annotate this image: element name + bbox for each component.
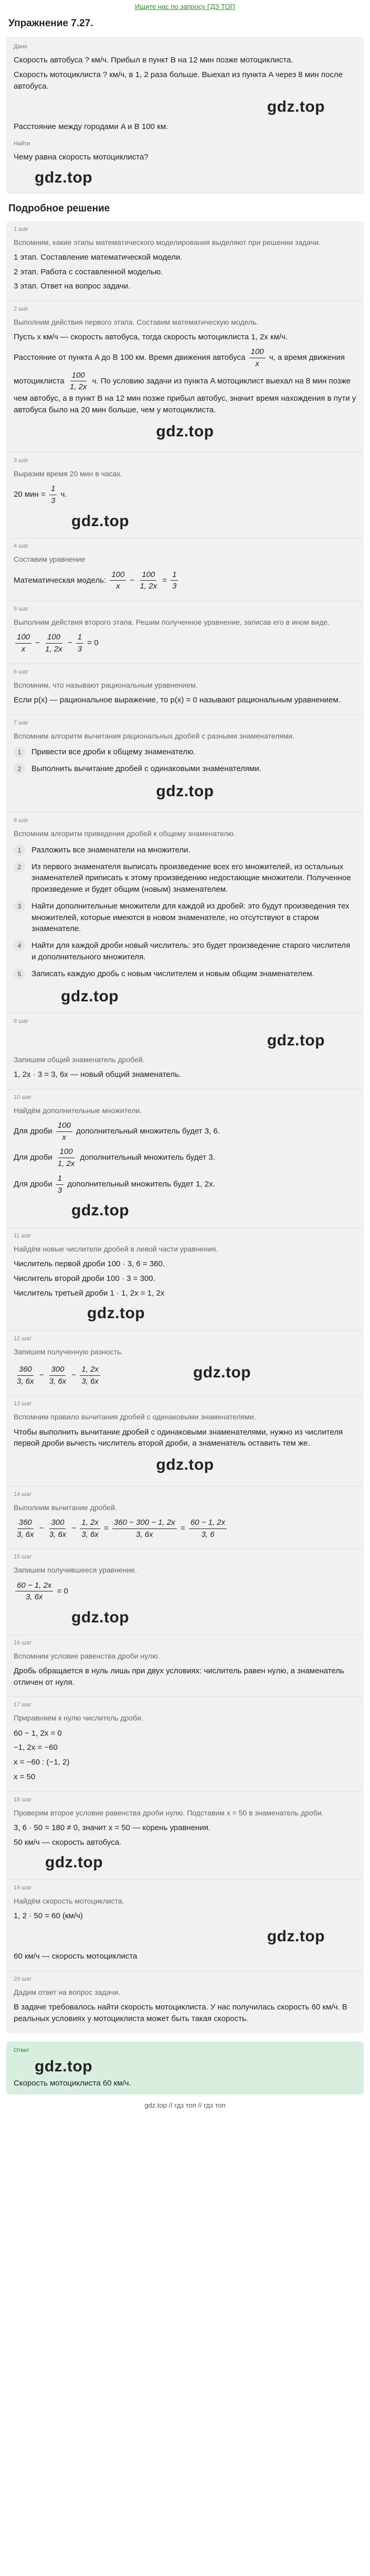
numerator: 100 [140, 569, 156, 581]
task-panel [6, 37, 364, 194]
step-intro: Дадим ответ на вопрос задачи. [14, 1987, 120, 1996]
fraction [15, 1364, 36, 1387]
step-label: 13 шаг [14, 1401, 32, 1407]
item-number: 3 [14, 901, 25, 912]
step-line: Числитель третьей дроби 1 · 1, 2x = 1, 2x [14, 1288, 165, 1298]
denominator: 3, 6x [81, 1530, 99, 1539]
fraction [56, 1173, 64, 1196]
step-label: 14 шаг [14, 1491, 32, 1498]
step-line: 1, 2 · 50 = 60 (км/ч) [14, 1911, 83, 1921]
eq-part: = [103, 1524, 109, 1533]
item-number: 5 [14, 968, 25, 980]
step-6 [6, 664, 364, 714]
numerator: 1 [56, 1173, 64, 1185]
step-label: 20 шаг [14, 1976, 32, 1983]
step-text: Пусть x км/ч — скорость автобуса, тогда скорость мотоциклиста 1, 2x км/ч. [14, 333, 288, 342]
numerator: 300 [49, 1364, 66, 1376]
step-3 [6, 452, 364, 538]
step-line: 1 этап. Составление математической модели. [14, 252, 183, 262]
step-text: Если p(x) — рациональное выражение, то p(x) = 0 называют рациональным уравнением. [14, 695, 341, 704]
watermark: gdz.top [71, 1609, 130, 1627]
step-intro: Составим уравнение [14, 555, 86, 564]
item-text: Из первого знаменателя выписать произведение всех его множителей, из остальных знаменателей приписать к этому произведению недостающие множители. Полученное произведение и будет общим (новым) знаменателем. [31, 862, 351, 894]
list-item [14, 845, 356, 856]
step-text: 3, 6 · 50 = 180 ≠ 0, значит x = 50 — корень уравнения. [14, 1823, 211, 1832]
denominator: 3 [57, 1185, 62, 1195]
step-7 [6, 714, 364, 813]
eq-part: ч. [60, 490, 67, 499]
step-intro: Запишем общий знаменатель дробей. [14, 1055, 145, 1064]
step-label: 12 шаг [14, 1335, 32, 1342]
step-label: 9 шаг [14, 1018, 29, 1025]
given-line: Скорость автобуса ? км/ч. Прибыл в пункт B на 12 мин позже мотоциклиста. [14, 56, 293, 65]
step-label: 19 шаг [14, 1884, 32, 1891]
watermark: gdz.top [35, 2057, 93, 2075]
step-eq: Математическая модель: $\frac{100}{x}$ − $\frac{100}{1, 2x}$ = $\frac{1}{3}$ [14, 569, 356, 593]
list-item [14, 861, 356, 895]
step-text [14, 1173, 356, 1196]
item-text: Выполнить вычитание дробей с одинаковыми знаменателями. [31, 764, 261, 773]
item-text: Найти дополнительные множители для каждой из дробей: это будут произведения тех множителей, которые имеются в новом знаменателе, но отсутствуют в старом знаменателе. [31, 901, 350, 934]
top-link[interactable]: Ищите нас по запросу ГДЗ ТОП [135, 3, 235, 10]
denominator: x [255, 359, 259, 368]
denominator: 3, 6x [25, 1592, 43, 1602]
step-17 [6, 1696, 364, 1791]
text-part: Для дроби [14, 1153, 52, 1162]
denominator: 3, 6x [49, 1376, 67, 1386]
watermark: gdz.top [45, 1854, 103, 1872]
eq-part: = 0 [87, 638, 99, 648]
step-eq: $\frac{100}{x}$ − $\frac{100}{1, 2x}$ − $\frac{1}{3}$ = 0 [14, 632, 356, 655]
fraction [249, 346, 266, 370]
text-part: дополнительный множитель будет [76, 1127, 203, 1136]
list-item [14, 746, 356, 758]
denominator: 3, 6x [136, 1530, 153, 1539]
step-line: x = 50 [14, 1772, 36, 1781]
step-18 [6, 1791, 364, 1879]
watermark: gdz.top [267, 1032, 325, 1050]
numerator: 100 [56, 1120, 72, 1132]
step-intro: Выполним действия второго этапа. Решим полученное уравнение, записав его в ином виде. [14, 617, 330, 626]
step-eq [14, 483, 356, 507]
find-label: Найти [14, 140, 30, 147]
step-text: В задаче требовалось найти скорость мотоциклиста. У нас получилась скорость 60 км/ч. В реальных условиях у мотоциклиста может быть такая скорость. [14, 2003, 347, 2024]
eq-part: = [180, 1524, 185, 1533]
list-item [14, 901, 356, 935]
numerator: 100 [110, 569, 126, 581]
step-label: 15 шаг [14, 1554, 32, 1560]
step-8 [6, 812, 364, 1013]
step-intro: Запишем полученную разность. [14, 1347, 123, 1356]
step-intro: Выполним вычитание дробей. [14, 1503, 117, 1512]
step-intro: Найдём дополнительные множители. [14, 1106, 142, 1115]
list-item [14, 968, 356, 980]
denominator: 3, 6 [201, 1530, 215, 1539]
fraction [56, 1146, 77, 1170]
step-text: Дробь обращается в нуль лишь при двух условиях: числитель равен нулю, а знаменатель отличен от нуля. [14, 1666, 344, 1687]
numerator: 360 − 300 − 1, 2x [112, 1517, 177, 1529]
step-intro: Вспомним алгоритм вычитания рациональных дробей с разными знаменателями. [14, 731, 295, 740]
step-intro: Выразим время 20 мин в часах. [14, 469, 123, 478]
text-part: Для дроби [14, 1127, 52, 1136]
step-11 [6, 1227, 364, 1330]
text-part: 1, 2x. [196, 1180, 215, 1189]
fraction [80, 1364, 100, 1387]
eq-part: − [39, 1371, 44, 1380]
step-label: 5 шаг [14, 606, 29, 612]
step-line: x = −60 : (−1, 2) [14, 1758, 70, 1767]
step-label: 16 шаг [14, 1639, 32, 1646]
denominator: 3 [172, 582, 177, 591]
item-number: 1 [14, 746, 25, 758]
numerator: 1, 2x [80, 1517, 100, 1529]
numerator: 100 [46, 632, 62, 644]
step-10 [6, 1089, 364, 1227]
answer-text: Скорость мотоциклиста 60 км/ч. [14, 2079, 131, 2088]
item-text: Разложить все знаменатели на множители. [31, 845, 191, 854]
step-9 [6, 1013, 364, 1088]
step-text: 1, 2x · 3 = 3, 6x — новый общий знаменатель. [14, 1070, 181, 1079]
step-intro: Запишем получившееся уравнение. [14, 1566, 137, 1575]
step-4 [6, 538, 364, 601]
numerator: 1 [76, 632, 83, 644]
step-13 [6, 1395, 364, 1485]
numerator: 100 [70, 370, 87, 382]
step-12 [6, 1330, 364, 1396]
step-5 [6, 601, 364, 664]
given-line: Скорость мотоциклиста ? км/ч, в 1, 2 раза больше. Выехал из пункта A через 8 мин после автобуса. [14, 70, 343, 91]
numerator: 360 [17, 1364, 34, 1376]
step-label: 8 шаг [14, 817, 29, 824]
item-number: 1 [14, 845, 25, 856]
step-intro: Вспомним условие равенства дроби нулю. [14, 1651, 160, 1660]
step-label: 3 шаг [14, 457, 29, 464]
step-line: 2 этап. Работа с составленной моделью. [14, 267, 163, 276]
denominator: 1, 2x [69, 382, 87, 392]
step-line: −1, 2x = −60 [14, 1743, 58, 1752]
text-part: 3. [208, 1153, 215, 1162]
watermark: gdz.top [87, 1305, 145, 1322]
step-label: 4 шаг [14, 543, 29, 550]
step-line: 60 км/ч — скорость мотоциклиста [14, 1952, 138, 1961]
list-item [14, 940, 356, 963]
step-intro: Найдём скорость мотоциклиста. [14, 1896, 124, 1905]
step-line: 3 этап. Ответ на вопрос задачи. [14, 282, 131, 291]
numerator: 60 − 1, 2x [189, 1517, 227, 1529]
step-text: Чтобы выполнить вычитание дробей с одинаковыми знаменателями, нужно из числителя первой дроби вычесть числитель второй дроби, а знаменатель оставить тем же. [14, 1427, 343, 1448]
numerator: 60 − 1, 2x [15, 1580, 53, 1592]
watermark: gdz.top [156, 782, 214, 800]
step-intro: Вспомним правило вычитания дробей с одинаковыми знаменателями. [14, 1413, 256, 1421]
fraction [56, 1120, 72, 1143]
step-16 [6, 1634, 364, 1697]
fraction [110, 569, 126, 593]
numerator: 1, 2x [80, 1364, 100, 1376]
watermark: gdz.top [156, 1456, 214, 1474]
given-label: Дано [14, 44, 27, 50]
text-part: дополнительный множитель будет [80, 1153, 207, 1162]
step-1 [6, 221, 364, 301]
step-text [14, 1120, 356, 1143]
step-line: Числитель первой дроби 100 · 3, 6 = 360. [14, 1259, 165, 1269]
step-intro: Вспомним, какие этапы математического моделирования выделяют при решении задачи. [14, 238, 321, 247]
watermark: gdz.top [71, 1202, 130, 1220]
text-part: Для дроби [14, 1180, 52, 1189]
fraction [15, 1580, 53, 1604]
item-text: Найти для каждой дроби новый числитель: это будет произведение старого числителя и дополнительного множителя. [31, 941, 351, 961]
step-label: 10 шаг [14, 1094, 32, 1100]
step-label: 2 шаг [14, 306, 29, 313]
step-intro: Найдём новые числители дробей в левой части уравнения. [14, 1244, 218, 1253]
step-15 [6, 1548, 364, 1634]
denominator: 3, 6x [17, 1530, 34, 1539]
eq-part: Математическая модель: [14, 575, 107, 585]
fraction [189, 1517, 227, 1541]
item-number: 4 [14, 940, 25, 952]
watermark: gdz.top [267, 1927, 325, 1945]
fraction [49, 483, 57, 507]
text-part: дополнительный множитель будет [67, 1180, 194, 1189]
fraction [15, 1517, 36, 1541]
step-intro: Вспомним алгоритм приведения дробей к общему знаменателю. [14, 829, 236, 838]
text-part: ч, а время движения мотоциклиста [14, 353, 345, 386]
numerator: 300 [49, 1517, 66, 1529]
answer-label: Ответ [14, 2047, 30, 2054]
numerator: 360 [17, 1517, 34, 1529]
step-label: 17 шаг [14, 1702, 32, 1708]
step-eq [14, 1361, 356, 1387]
step-eq [14, 1580, 356, 1604]
step-label: 18 шаг [14, 1796, 32, 1803]
fraction [171, 569, 178, 593]
watermark: gdz.top [267, 98, 325, 115]
numerator: 100 [15, 632, 31, 644]
step-label: 1 шаг [14, 226, 29, 232]
find-line: Чему равна скорость мотоциклиста? [14, 152, 149, 162]
solution-panel [6, 221, 364, 2033]
eq-part: = 0 [57, 1586, 68, 1596]
step-intro: Проверим второе условие равенства дроби нулю. Подставим x = 50 в знаменатель дроби. [14, 1808, 324, 1817]
watermark: gdz.top [193, 1364, 251, 1382]
solution-title: Подробное решение [8, 203, 110, 215]
denominator: 3, 6x [17, 1376, 34, 1386]
denominator: 1, 2x [57, 1159, 75, 1169]
step-intro: Выполним действия первого этапа. Составим математическую модель. [14, 317, 259, 326]
text-part: Расстояние от пункта A до B 100 км. Время движения автобуса [14, 353, 246, 362]
denominator: 3, 6x [49, 1530, 67, 1539]
eq-part: − [71, 1371, 77, 1380]
fraction [15, 632, 31, 655]
step-label: 11 шаг [14, 1232, 31, 1239]
fraction [44, 632, 64, 655]
item-text: Привести все дроби к общему знаменателю. [31, 747, 196, 756]
item-number: 2 [14, 861, 25, 873]
denominator: x [21, 644, 26, 654]
denominator: 1, 2x [140, 582, 157, 591]
step-intro: Вспомним, что называют рациональным уравнением. [14, 680, 198, 689]
watermark: gdz.top [71, 512, 130, 530]
item-number: 2 [14, 763, 25, 775]
watermark: gdz.top [156, 422, 214, 440]
text-part: ч. По условию задачи из пункта A мотоциклист выехал на 8 мин позже чем автобус, а в пункт B на 12 мин позже прибыл автобус, значит время нахождения в пути у автобуса было на 20 мин больше, чем у мотоциклиста. [14, 376, 356, 414]
step-text [14, 346, 356, 416]
fraction [138, 569, 158, 593]
step-20 [6, 1971, 364, 2033]
page-title: Упражнение 7.27. [8, 17, 93, 29]
text-part: 3, 6. [204, 1127, 220, 1136]
denominator: 3 [50, 496, 56, 506]
item-text: Записать каждую дробь с новым числителем и новым общим знаменателем. [31, 969, 314, 978]
footer: gdz.top // гдз топ // гдз топ [144, 2101, 226, 2109]
step-text [14, 1146, 356, 1170]
given-line: Расстояние между городами A и B 100 км. [14, 122, 168, 132]
numerator: 100 [249, 346, 266, 358]
step-label: 6 шаг [14, 668, 29, 675]
denominator: 3, 6x [81, 1376, 99, 1386]
denominator: x [116, 582, 120, 591]
step-label: 7 шаг [14, 719, 29, 726]
fraction [112, 1517, 177, 1541]
eq-part: 20 мин = [14, 490, 46, 499]
numerator: 1 [171, 569, 178, 581]
step-line: 60 − 1, 2x = 0 [14, 1728, 62, 1738]
step-line: Числитель второй дроби 100 · 3 = 300. [14, 1274, 155, 1283]
fraction [76, 632, 83, 655]
numerator: 1 [49, 483, 57, 495]
step-text: 50 км/ч — скорость автобуса. [14, 1837, 122, 1847]
fraction [48, 1517, 68, 1541]
denominator: 3 [77, 644, 82, 654]
fraction [80, 1517, 100, 1541]
step-intro: Приравняем к нулю числитель дроби. [14, 1714, 143, 1723]
denominator: x [62, 1132, 67, 1142]
step-19 [6, 1879, 364, 1971]
numerator: 100 [58, 1146, 75, 1158]
list-item [14, 763, 356, 775]
fraction [68, 370, 89, 393]
step-2 [6, 301, 364, 452]
watermark: gdz.top [61, 987, 119, 1005]
fraction [48, 1364, 68, 1387]
answer-box [6, 2041, 364, 2094]
step-eq: $\frac{360}{3, 6x}$ − $\frac{300}{3, 6x}$ − $\frac{1, 2x}{3, 6x}$ = $\frac{360 - 300 - 1, 2x}{3, 6x}$ = $\frac{60 - 1, 2x}{3, 6}$ [14, 1517, 356, 1541]
watermark: gdz.top [35, 168, 93, 186]
denominator: 1, 2x [45, 644, 62, 654]
step-14 [6, 1486, 364, 1549]
